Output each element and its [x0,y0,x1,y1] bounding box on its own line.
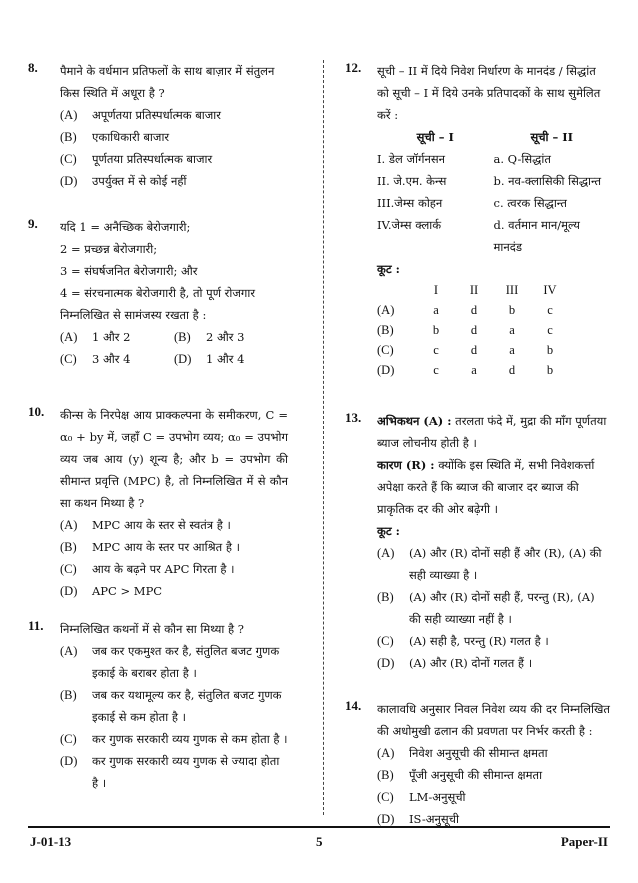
question-text: निम्नलिखित कथनों में से कौन सा मिथ्या है ? [60,622,244,636]
page-number: 5 [316,834,323,849]
list2-item: b. नव-क्लासिकी सिद्धान्त [493,174,602,188]
page-footer [28,826,610,852]
question-text: सूची – II में दिये निवेश निर्धारण के मानदंड / सिद्धांत को सूची – I में दिये उनके प्रतिपादकों के साथ सुमेलित करें : [377,64,601,122]
question-number: 11. [28,618,44,633]
question-10 [28,404,288,602]
option: (B) जब कर यथामूल्य कर है, संतुलित बजट गुणक इकाई से कम होता है । [60,688,282,724]
left-column [28,60,288,818]
match-lists [377,126,610,258]
code-row: (A) a d b c [377,303,553,317]
question-text: पैमाने के वर्धमान प्रतिफलों के साथ बाज़ार में संतुलन किस स्थिति में अधूरा है ? [60,64,275,100]
code-table [377,280,569,380]
question-number: 10. [28,404,45,419]
list2-item: a. Q-सिद्धांत [493,152,551,166]
code-label: कूट : [377,524,400,538]
list1-header: सूची – I [416,130,454,144]
list1-item: II. जे.एम. केन्स [377,174,447,188]
code-row: (C) c d a b [377,343,554,357]
question-11 [28,618,288,794]
option: (A) (A) और (R) दोनों सही हैं और (R), (A) की सही व्याख्या है । [377,546,602,582]
code-row: (B) b d a c [377,323,553,337]
code-row: (D) c a d b [377,363,554,377]
question-number: 13. [345,410,362,425]
option: (A) अपूर्णतया प्रतिस्पर्धात्मक बाजार [60,108,221,122]
question-number: 14. [345,698,362,713]
option: (B) (A) और (R) दोनों सही हैं, परन्तु (R), (A) की सही व्याख्या नहीं है । [377,590,595,626]
question-8 [28,60,288,192]
paper-label: Paper-II [560,834,608,849]
list2-item: c. त्वरक सिद्धान्त [493,196,567,210]
option: (D) IS-अनुसूची [377,812,459,826]
question-text: कालावधि अनुसार निवल निवेश व्यय की दर निम्नलिखित की अधोमुखी ढलान की प्रवणता पर निर्भर करती है : [377,702,610,738]
reason-label: कारण (R) : [377,458,435,472]
option: (C) आय के बढ़ने पर APC गिरता है । [60,562,235,576]
list2-item: d. वर्तमान मान/मूल्य मानदंड [493,218,580,254]
option: (D) (A) और (R) दोनों गलत हैं । [377,656,533,670]
question-13 [345,410,610,674]
list1-item: III.जेम्स कोहन [377,196,443,210]
option: (B) एकाधिकारी बाजार [60,130,170,144]
option: (D) कर गुणक सरकारी व्यय गुणक से ज्यादा होता है । [60,754,280,790]
right-column [345,60,610,854]
option: (A) निवेश अनुसूची की सीमान्त क्षमता [377,746,548,760]
question-12 [345,60,610,380]
assertion-label: अभिकथन (A) : [377,414,452,428]
option: (C) (A) सही है, परन्तु (R) गलत है । [377,634,549,648]
question-text: कीन्स के निरपेक्ष आय प्राक्कल्पना के समीकरण, C = α₀ + by में, जहाँ C = उपभोग व्यय; α₀ = उपभोग व्यय जब आय (y) शून्य है; और b = उपभोग की सीमान्त प्रवृत्ति (MPC) है, तो निम्नलिखित में से कौन सा कथन मिथ्या है ? [60,408,288,510]
column-divider [323,60,324,815]
option: (D) उपर्युक्त में से कोई नहीं [60,174,187,188]
exam-code: J-01-13 [30,834,72,849]
option: (A) MPC आय के स्तर से स्वतंत्र है । [60,518,231,532]
question-number: 12. [345,60,362,75]
list1-item: IV.जेम्स क्लार्क [377,218,442,232]
question-line: 4 = संरचनात्मक बेरोजगारी है, तो पूर्ण रोजगार निम्नलिखित से सामंजस्य रखता है : [60,286,256,322]
question-line: 2 = प्रच्छन्न बेरोजगारी; [60,242,158,256]
option: (C) पूर्णतया प्रतिस्पर्धात्मक बाजार [60,152,213,166]
option: (C) LM-अनुसूची [377,790,466,804]
reason: कारण (R) : क्योंकि इस स्थिति में, सभी निवेशकर्त्ता अपेक्षा करते हैं कि ब्याज की बाजार दर ब्याज की प्राकृतिक दर की ओर बढ़ेगी । [377,458,595,516]
options-grid: (A) 1 और 2 (B) 2 और 3 (C) 3 और 4 (D) 1 और 4 [60,330,245,366]
question-number: 9. [28,216,38,231]
option: (B) पूँजी अनुसूची की सीमान्त क्षमता [377,768,543,782]
question-line: 3 = संघर्षजनित बेरोजगारी; और [60,264,198,278]
question-number: 8. [28,60,38,75]
option: (A) जब कर एकमुश्त कर है, संतुलित बजट गुणक इकाई के बराबर होता है । [60,644,280,680]
option: (D) APC > MPC [60,584,163,598]
code-label: कूट : [377,262,400,276]
list2-header: सूची – II [530,130,574,144]
question-14 [345,698,610,830]
option: (B) MPC आय के स्तर पर आश्रित है । [60,540,241,554]
question-9 [28,216,288,370]
assertion: अभिकथन (A) : तरलता फंदे में, मुद्रा की माँग पूर्णतया ब्याज लोचनीय होती है । [377,414,607,450]
question-line: यदि 1 = अनैच्छिक बेरोजगारी; [60,220,191,234]
option: (C) कर गुणक सरकारी व्यय गुणक से कम होता है । [60,732,288,746]
list1-item: I. डेल जॉर्गनसन [377,152,445,166]
code-header-row: I II III IV [433,283,557,297]
